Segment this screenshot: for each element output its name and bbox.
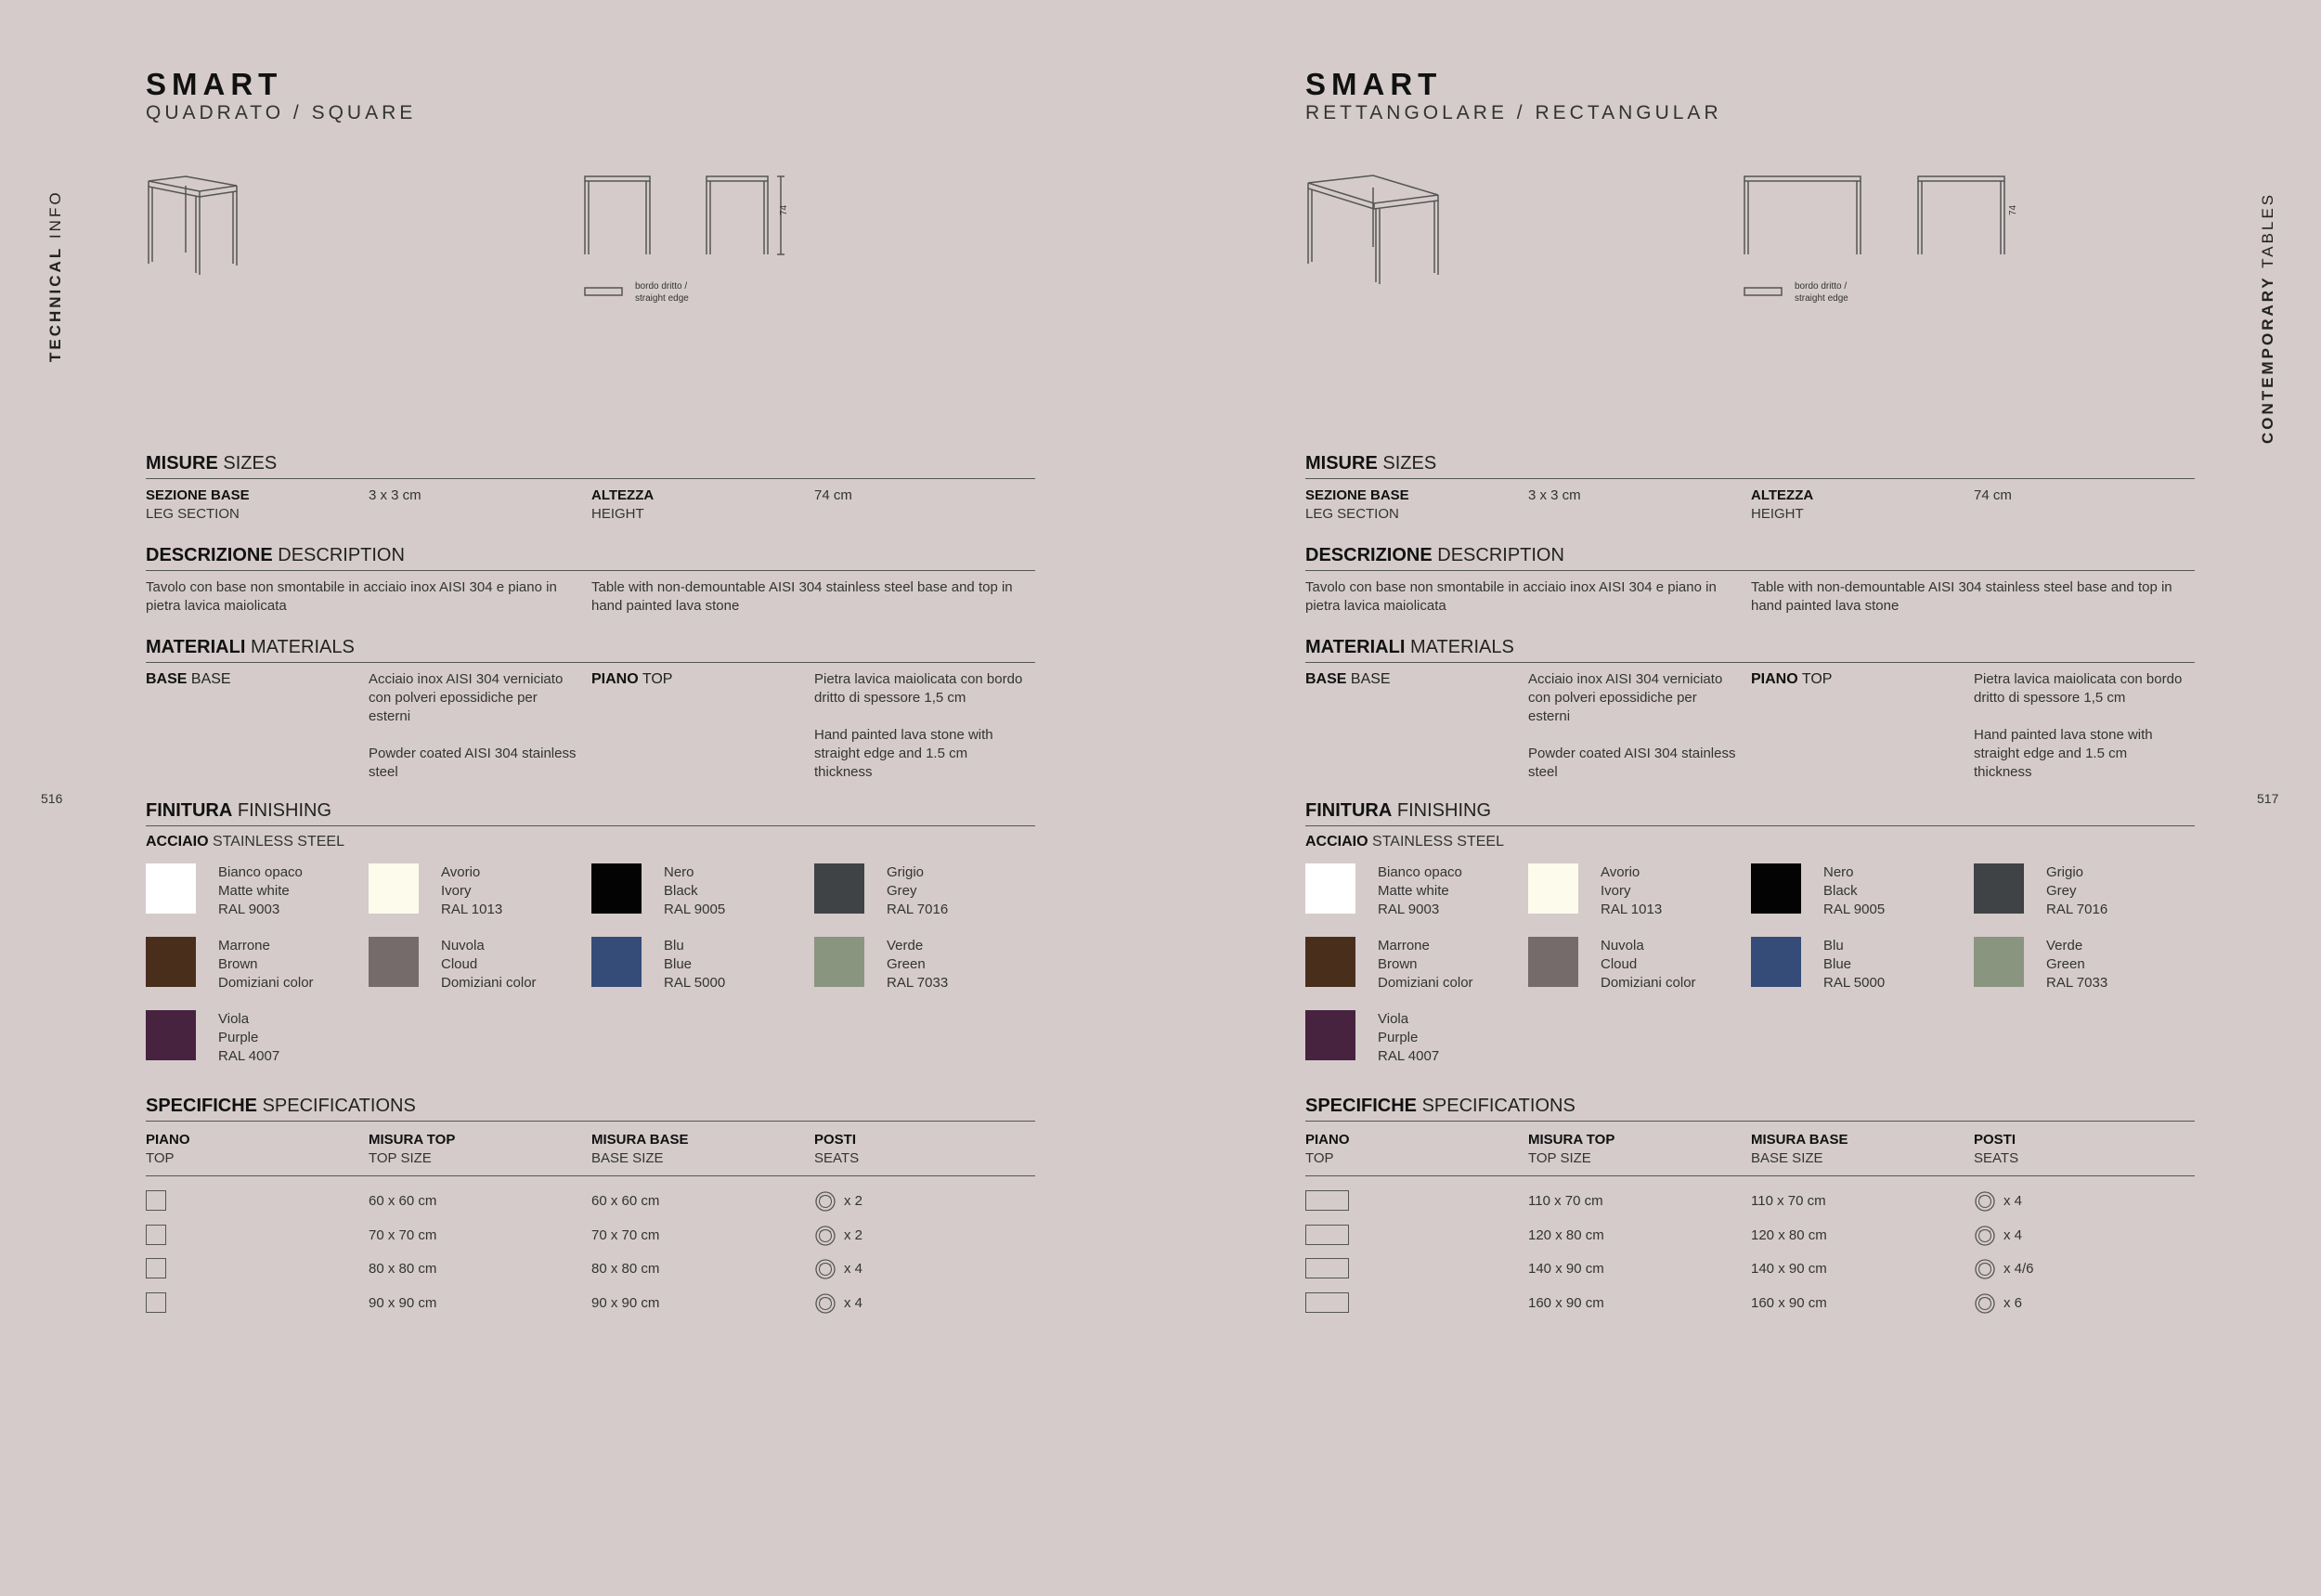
seats-count: x 4 bbox=[844, 1261, 863, 1277]
color-swatch bbox=[369, 937, 582, 1002]
color-chip bbox=[1528, 863, 1578, 914]
color-swatch bbox=[1528, 937, 1742, 1002]
color-swatch bbox=[1305, 863, 1519, 928]
color-label: Viola Purple RAL 4007 bbox=[218, 1011, 280, 1064]
color-swatch bbox=[146, 863, 359, 928]
seat-icon bbox=[1974, 1258, 1996, 1280]
color-swatch bbox=[1305, 1010, 1519, 1075]
color-chip bbox=[814, 863, 864, 914]
leg-section-value: 3 x 3 cm bbox=[1528, 487, 1581, 503]
color-label: Viola Purple RAL 4007 bbox=[1378, 1011, 1440, 1064]
seats-count: x 4 bbox=[2003, 1226, 2023, 1243]
edge-label: bordo dritto / straight edge bbox=[635, 281, 689, 304]
seats-count: x 4 bbox=[844, 1294, 863, 1311]
table-front-view bbox=[585, 176, 650, 181]
edge-label: bordo dritto / straight edge bbox=[1795, 281, 1848, 304]
finishing-section bbox=[146, 800, 1035, 1086]
square-top-icon bbox=[146, 1292, 166, 1313]
color-label: Avorio Ivory RAL 1013 bbox=[441, 864, 503, 917]
color-chip bbox=[1528, 937, 1578, 987]
color-label: Grigio Grey RAL 7016 bbox=[2046, 864, 2108, 917]
color-swatch bbox=[1974, 937, 2187, 1002]
straight-edge-detail bbox=[1744, 288, 1782, 295]
description-italian: Tavolo con base non smontabile in acciaio inox AISI 304 e piano in pietra lavica maiolicata bbox=[146, 579, 557, 614]
seat-icon bbox=[814, 1258, 836, 1280]
color-chip bbox=[1305, 937, 1355, 987]
color-label: Blu Blue RAL 5000 bbox=[1823, 938, 1886, 991]
section-heading: SPECIFICHE SPECIFICATIONS bbox=[146, 1096, 1035, 1122]
page-rectangular bbox=[1305, 0, 2197, 1596]
color-label: Marrone Brown Domiziani color bbox=[218, 938, 314, 991]
color-label: Marrone Brown Domiziani color bbox=[1378, 938, 1473, 991]
rectangle-top-icon bbox=[1305, 1292, 1349, 1313]
color-swatch-grid bbox=[1305, 863, 2195, 1086]
color-label: Bianco opaco Matte white RAL 9003 bbox=[1378, 864, 1462, 917]
top-size: 80 x 80 cm bbox=[369, 1261, 437, 1277]
product-title: SMART bbox=[146, 67, 283, 101]
color-swatch bbox=[591, 863, 805, 928]
specifications-table-body bbox=[146, 1184, 1035, 1319]
table-row bbox=[146, 1184, 1035, 1218]
color-chip bbox=[146, 1010, 196, 1060]
section-heading: MATERIALI MATERIALS bbox=[146, 637, 1035, 663]
color-swatch-grid bbox=[146, 863, 1035, 1086]
page-number-left: 516 bbox=[41, 791, 63, 806]
top-material: Pietra lavica maiolicata con bordo dritto di spessore 1,5 cm Hand painted lava stone with straight edge and 1.5 cm thickness bbox=[1974, 671, 2183, 780]
color-label: Avorio Ivory RAL 1013 bbox=[1601, 864, 1663, 917]
finishing-section bbox=[1305, 800, 2195, 1086]
top-size: 110 x 70 cm bbox=[1528, 1193, 1603, 1209]
table-side-view bbox=[707, 176, 768, 181]
color-chip bbox=[1751, 937, 1801, 987]
color-swatch bbox=[1751, 937, 1964, 1002]
table-row bbox=[1305, 1252, 2195, 1286]
base-size: 80 x 80 cm bbox=[591, 1261, 660, 1277]
base-material: Acciaio inox AISI 304 verniciato con polveri epossidiche per esterni Powder coated AISI 304 stainless steel bbox=[369, 671, 577, 780]
color-swatch bbox=[1974, 863, 2187, 928]
sidebar-section-label: TECHNICAL INFO bbox=[46, 189, 64, 362]
page-number-right: 517 bbox=[2257, 791, 2279, 806]
section-heading: DESCRIZIONE DESCRIPTION bbox=[1305, 545, 2195, 571]
description-english: Table with non-demountable AISI 304 stainless steel base and top in hand painted lava stone bbox=[591, 579, 1013, 614]
color-label: Nero Black RAL 9005 bbox=[1823, 864, 1886, 917]
color-swatch bbox=[146, 1010, 359, 1075]
base-size: 110 x 70 cm bbox=[1751, 1193, 1826, 1209]
top-size: 70 x 70 cm bbox=[369, 1226, 437, 1243]
finishing-subheading: ACCIAIO STAINLESS STEEL bbox=[1305, 834, 1504, 850]
description-section bbox=[1305, 545, 2195, 617]
table-row bbox=[146, 1218, 1035, 1252]
section-heading: MATERIALI MATERIALS bbox=[1305, 637, 2195, 663]
color-chip bbox=[1974, 863, 2024, 914]
materials-section: MATERIALI MATERIALS BASE BASE Acciaio inox AISI 304 verniciato con polveri epossidiche per esterni Powder coated AISI 304 stainless steel PIANO TOP Pietra lavica maiolicata con bordo dritto di spessore 1,5 cm Hand painted lava stone with straight edge and 1.5 cm thickness bbox=[146, 637, 1035, 793]
specifications-table-header: PIANO TOP MISURA TOP TOP SIZE MISURA BASE BASE SIZE POSTI SEATS bbox=[1305, 1122, 2195, 1176]
straight-edge-detail bbox=[585, 288, 622, 295]
seats-count: x 6 bbox=[2003, 1294, 2023, 1311]
page-square bbox=[146, 0, 1037, 1596]
seats-count: x 4 bbox=[2003, 1193, 2023, 1209]
table-side-view bbox=[1918, 176, 2004, 181]
seats-count: x 2 bbox=[844, 1193, 863, 1209]
color-label: Verde Green RAL 7033 bbox=[887, 938, 949, 991]
materials-section: MATERIALI MATERIALS BASE BASE Acciaio inox AISI 304 verniciato con polveri epossidiche per esterni Powder coated AISI 304 stainless steel PIANO TOP Pietra lavica maiolicata con bordo dritto di spessore 1,5 cm Hand painted lava stone with straight edge and 1.5 cm thickness bbox=[1305, 637, 2195, 793]
specifications-table-header: PIANO TOP MISURA TOP TOP SIZE MISURA BASE BASE SIZE POSTI SEATS bbox=[146, 1122, 1035, 1176]
color-chip bbox=[369, 863, 419, 914]
product-title: SMART bbox=[1305, 67, 1443, 101]
table-row bbox=[1305, 1218, 2195, 1252]
seats-count: x 2 bbox=[844, 1226, 863, 1243]
seats-count: x 4/6 bbox=[2003, 1261, 2034, 1277]
square-top-icon bbox=[146, 1225, 166, 1245]
leg-section-value: 3 x 3 cm bbox=[369, 487, 421, 503]
sidebar-category-label: CONTEMPORARY TABLES bbox=[2259, 191, 2276, 444]
section-heading: DESCRIZIONE DESCRIPTION bbox=[146, 545, 1035, 571]
seat-icon bbox=[1974, 1225, 1996, 1247]
top-size: 160 x 90 cm bbox=[1528, 1294, 1604, 1311]
product-subtitle: RETTANGOLARE / RECTANGULAR bbox=[1305, 102, 1722, 123]
color-label: Nuvola Cloud Domiziani color bbox=[1601, 938, 1696, 991]
base-size: 140 x 90 cm bbox=[1751, 1261, 1827, 1277]
color-label: Grigio Grey RAL 7016 bbox=[887, 864, 949, 917]
rectangle-top-icon bbox=[1305, 1225, 1349, 1245]
seat-icon bbox=[1974, 1292, 1996, 1315]
table-row bbox=[146, 1286, 1035, 1320]
table-front-view bbox=[1744, 176, 1861, 181]
color-chip bbox=[1751, 863, 1801, 914]
height-dimension-label: 74 bbox=[779, 204, 789, 215]
specifications-table-body bbox=[1305, 1184, 2195, 1319]
color-chip bbox=[1305, 863, 1355, 914]
table-row bbox=[146, 1252, 1035, 1286]
section-heading: MISURE SIZES bbox=[1305, 453, 2195, 479]
rectangle-top-icon bbox=[1305, 1258, 1349, 1278]
color-swatch bbox=[1528, 863, 1742, 928]
color-swatch bbox=[1751, 863, 1964, 928]
table-row bbox=[1305, 1286, 2195, 1320]
top-size: 60 x 60 cm bbox=[369, 1193, 437, 1209]
base-size: 90 x 90 cm bbox=[591, 1294, 660, 1311]
color-chip bbox=[814, 937, 864, 987]
square-top-icon bbox=[146, 1190, 166, 1211]
color-label: Nero Black RAL 9005 bbox=[664, 864, 726, 917]
sizes-section: MISURE SIZES SEZIONE BASE LEG SECTION 3 x 3 cm ALTEZZA HEIGHT 74 cm bbox=[1305, 453, 2195, 516]
description-section bbox=[146, 545, 1035, 617]
top-size: 140 x 90 cm bbox=[1528, 1261, 1604, 1277]
seat-icon bbox=[814, 1225, 836, 1247]
height-value: 74 cm bbox=[1974, 487, 2012, 503]
top-size: 90 x 90 cm bbox=[369, 1294, 437, 1311]
seat-icon bbox=[1974, 1190, 1996, 1213]
specifications-section bbox=[146, 1096, 1035, 1319]
section-heading: FINITURA FINISHING bbox=[146, 800, 1035, 826]
table-technical-drawing bbox=[1305, 167, 2018, 297]
color-label: Nuvola Cloud Domiziani color bbox=[441, 938, 537, 991]
color-swatch bbox=[369, 863, 582, 928]
color-swatch bbox=[814, 937, 1028, 1002]
color-swatch bbox=[146, 937, 359, 1002]
height-dimension-label: 74 bbox=[2008, 204, 2018, 215]
base-size: 70 x 70 cm bbox=[591, 1226, 660, 1243]
color-chip bbox=[591, 937, 642, 987]
square-top-icon bbox=[146, 1258, 166, 1278]
color-label: Verde Green RAL 7033 bbox=[2046, 938, 2108, 991]
color-swatch bbox=[1305, 937, 1519, 1002]
top-size: 120 x 80 cm bbox=[1528, 1226, 1604, 1243]
color-swatch bbox=[591, 937, 805, 1002]
color-chip bbox=[1305, 1010, 1355, 1060]
rectangle-top-icon bbox=[1305, 1190, 1349, 1211]
color-chip bbox=[146, 937, 196, 987]
seat-icon bbox=[814, 1190, 836, 1213]
section-heading: SPECIFICHE SPECIFICATIONS bbox=[1305, 1096, 2195, 1122]
base-size: 120 x 80 cm bbox=[1751, 1226, 1827, 1243]
color-chip bbox=[146, 863, 196, 914]
description-english: Table with non-demountable AISI 304 stainless steel base and top in hand painted lava stone bbox=[1751, 579, 2172, 614]
color-label: Bianco opaco Matte white RAL 9003 bbox=[218, 864, 303, 917]
top-material: Pietra lavica maiolicata con bordo dritto di spessore 1,5 cm Hand painted lava stone with straight edge and 1.5 cm thickness bbox=[814, 671, 1023, 780]
sizes-section: MISURE SIZES SEZIONE BASE LEG SECTION 3 x 3 cm ALTEZZA HEIGHT 74 cm bbox=[146, 453, 1035, 516]
table-technical-drawing bbox=[146, 167, 796, 297]
finishing-subheading: ACCIAIO STAINLESS STEEL bbox=[146, 834, 344, 850]
table-row bbox=[1305, 1184, 2195, 1218]
section-heading: FINITURA FINISHING bbox=[1305, 800, 2195, 826]
base-size: 60 x 60 cm bbox=[591, 1193, 660, 1209]
description-italian: Tavolo con base non smontabile in acciaio inox AISI 304 e piano in pietra lavica maiolicata bbox=[1305, 579, 1717, 614]
base-size: 160 x 90 cm bbox=[1751, 1294, 1827, 1311]
color-chip bbox=[1974, 937, 2024, 987]
base-material: Acciaio inox AISI 304 verniciato con polveri epossidiche per esterni Powder coated AISI 304 stainless steel bbox=[1528, 671, 1736, 780]
seat-icon bbox=[814, 1292, 836, 1315]
color-chip bbox=[591, 863, 642, 914]
color-label: Blu Blue RAL 5000 bbox=[664, 938, 726, 991]
product-subtitle: QUADRATO / SQUARE bbox=[146, 102, 417, 123]
color-swatch bbox=[814, 863, 1028, 928]
color-chip bbox=[369, 937, 419, 987]
section-heading: MISURE SIZES bbox=[146, 453, 1035, 479]
specifications-section bbox=[1305, 1096, 2195, 1319]
height-value: 74 cm bbox=[814, 487, 852, 503]
